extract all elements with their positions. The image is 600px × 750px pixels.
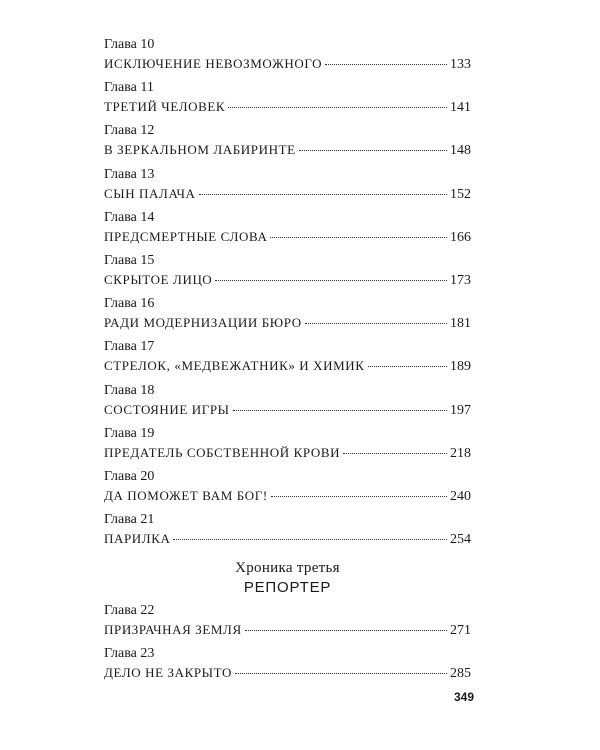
chapter-title: ИСКЛЮЧЕНИЕ НЕВОЗМОЖНОГО [104,56,323,71]
page-number: 173 [450,272,471,288]
page-folio: 349 [453,690,474,704]
page-number: 218 [450,445,471,461]
toc-title-row [104,400,471,420]
chapter-title: РАДИ МОДЕРНИЗАЦИИ БЮРО [104,315,302,331]
dot-leader [199,194,448,195]
toc-title-row [104,54,471,74]
chapter-title: ТРЕТИЙ ЧЕЛОВЕК [104,99,226,115]
table-of-contents [104,36,471,689]
chapter-title: ПРЕДАТЕЛЬ СОБСТВЕННОЙ КРОВИ [104,444,341,460]
chapter-label: Глава 17 [104,339,155,355]
toc-title-row [104,486,471,506]
dot-leader [368,366,447,367]
toc-entry [104,252,471,295]
dot-leader [173,539,447,540]
dot-leader [325,64,447,65]
toc-entry [104,79,471,122]
page-number: 189 [450,359,471,375]
chapter-label: Глава 21 [104,512,155,528]
page-number: 197 [450,402,471,418]
toc-title-row [104,663,471,683]
toc-title-row [104,270,471,290]
chapter-title: СКРЫТОЕ ЛИЦО [104,271,213,287]
toc-title-row [104,140,471,160]
toc-entry [104,338,471,381]
toc-entry [104,166,471,209]
page-number: 133 [450,57,471,72]
toc-entry [104,425,471,468]
chapter-label: Глава 15 [104,252,155,268]
toc-title-row [104,184,471,204]
page-number: 166 [450,229,471,245]
toc-title-row [104,529,471,549]
chapter-label: Глава 18 [104,382,155,398]
page-number: 148 [450,143,471,159]
toc-entry [104,468,471,511]
page-number: 181 [450,316,471,332]
toc-title-row [104,443,471,463]
toc-title-row [104,97,471,117]
chapter-label: Глава 16 [104,296,155,312]
toc-title-row [104,227,471,247]
dot-leader [299,150,447,151]
dot-leader [215,280,447,281]
chapter-label: Глава 22 [104,603,155,619]
page-number: 141 [450,100,471,116]
page-number: 240 [450,488,471,504]
dot-leader [271,496,447,497]
chapter-label: Глава 14 [104,209,155,225]
page-number: 271 [450,623,471,639]
toc-title-row [104,313,471,333]
chapter-title: СЫН ПАЛАЧА [104,185,196,201]
dot-leader [343,453,447,454]
chapter-label: Глава 10 [104,37,155,52]
section-subtitle: Хроника третья [235,560,340,577]
dot-leader [245,630,447,631]
dot-leader [270,237,447,238]
chapter-title: ПРЕДСМЕРТНЫЕ СЛОВА [104,228,268,244]
chapter-title: СТРЕЛОК, «МЕДВЕЖАТНИК» И ХИМИК [104,358,365,374]
toc-title-row [104,356,471,376]
chapter-title: ДЕЛО НЕ ЗАКРЫТО [104,665,232,681]
chapter-title: ДА ПОМОЖЕТ ВАМ БОГ! [104,487,268,503]
page-number: 254 [450,532,471,548]
dot-leader [305,323,447,324]
dot-leader [233,410,447,411]
toc-entry [104,602,471,645]
dot-leader [235,673,447,674]
chapter-label: Глава 19 [104,425,155,441]
chapter-label: Глава 23 [104,646,155,662]
toc-entry [104,645,471,688]
toc-entry [104,209,471,252]
section-title: РЕПОРТЕР [243,579,332,597]
page-number: 285 [450,666,471,682]
toc-title-row [104,620,471,640]
chapter-label: Глава 11 [104,80,154,96]
toc-entry [104,295,471,338]
chapter-label: Глава 12 [104,123,155,139]
page-number: 152 [450,186,471,202]
toc-entry [104,382,471,425]
toc-entry [104,36,471,79]
toc-entry [104,511,471,554]
chapter-title: ПАРИЛКА [104,531,171,547]
chapter-title: ПРИЗРАЧНАЯ ЗЕМЛЯ [104,622,242,638]
toc-entry [104,122,471,165]
chapter-label: Глава 20 [104,468,155,484]
chapter-title: СОСТОЯНИЕ ИГРЫ [104,401,230,417]
section-heading [104,558,471,602]
chapter-label: Глава 13 [104,166,155,182]
chapter-title: В ЗЕРКАЛЬНОМ ЛАБИРИНТЕ [104,142,296,158]
dot-leader [228,107,447,108]
